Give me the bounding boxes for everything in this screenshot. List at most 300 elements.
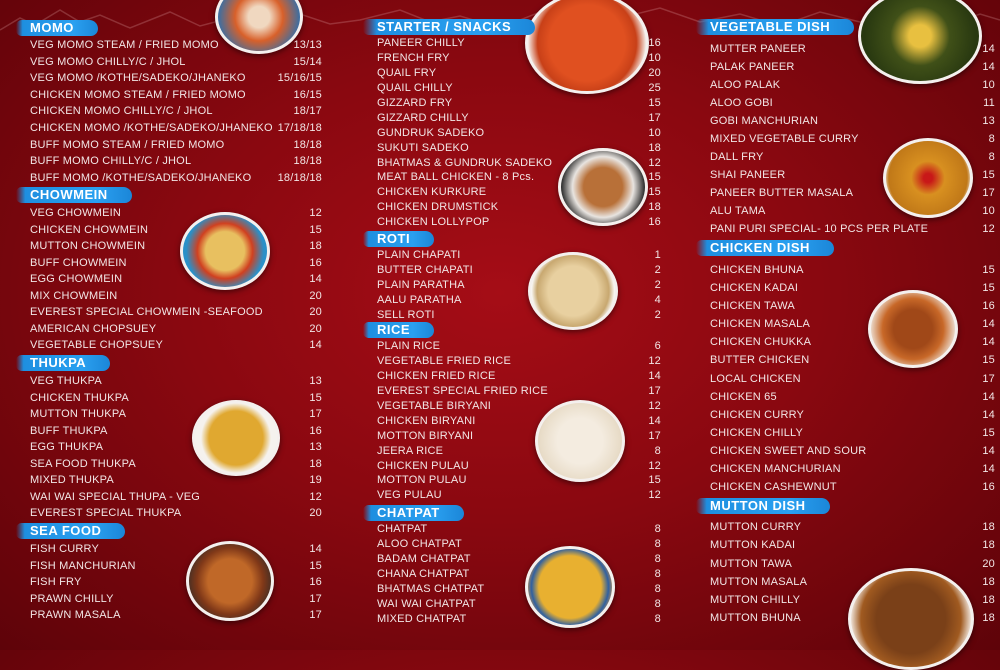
section-header: CHICKEN DISH	[696, 240, 834, 256]
item-name: VEGETABLE CHOPSUEY	[30, 339, 163, 351]
menu-item	[710, 315, 995, 333]
section-sea-food	[30, 522, 322, 624]
item-name: SEA FOOD THUKPA	[30, 457, 136, 470]
item-price: 16	[309, 576, 322, 588]
item-price: 17	[648, 111, 661, 124]
menu-item	[710, 536, 995, 554]
item-name: EVEREST SPECIAL CHOWMEIN -SEAFOOD	[30, 306, 263, 318]
item-price: 12	[648, 459, 661, 472]
menu-item	[30, 103, 322, 120]
menu-item	[710, 478, 995, 496]
item-name: MIX CHOWMEIN	[30, 289, 118, 302]
menu-item	[30, 574, 322, 591]
menu-item	[377, 293, 661, 308]
item-price: 17	[309, 609, 322, 621]
item-price: 11	[983, 97, 995, 110]
item-price: 12	[648, 399, 661, 412]
item-price: 8	[654, 444, 661, 457]
menu-item	[377, 200, 661, 215]
item-price: 16	[309, 256, 322, 269]
item-name: SELL ROTI	[377, 309, 435, 321]
item-price: 18/18	[293, 155, 322, 168]
menu-item	[30, 591, 322, 608]
menu-item	[377, 170, 661, 185]
menu-item	[710, 130, 995, 148]
item-price: 17	[982, 372, 995, 385]
menu-item	[30, 489, 322, 506]
menu-item	[710, 279, 995, 297]
menu-item	[377, 66, 661, 81]
item-name: CHICKEN LOLLYPOP	[377, 216, 490, 229]
item-name: GIZZARD FRY	[377, 96, 453, 109]
item-name: ALOO PALAK	[710, 79, 781, 92]
item-name: CHICKEN DRUMSTICK	[377, 201, 499, 214]
menu-item	[377, 354, 661, 369]
menu-item	[710, 202, 995, 220]
item-price: 17	[648, 384, 661, 397]
menu-item	[30, 170, 322, 187]
menu-item	[30, 505, 322, 522]
item-name: PLAIN RICE	[377, 340, 441, 352]
item-price: 14	[309, 339, 322, 351]
item-name: FRENCH FRY	[377, 51, 450, 64]
section-starter-snacks	[377, 18, 661, 230]
item-name: CHICKEN 65	[710, 390, 777, 403]
menu-item	[30, 423, 322, 440]
menu-item	[710, 40, 995, 58]
menu-item	[710, 261, 995, 279]
item-name: BHATMAS CHATPAT	[377, 583, 485, 595]
item-name: ALOO GOBI	[710, 97, 773, 110]
item-name: BUFF MOMO CHILLY/C / JHOL	[30, 155, 192, 168]
item-name: CHICKEN TAWA	[710, 300, 795, 313]
item-price: 15	[648, 186, 661, 199]
menu-item	[377, 51, 661, 66]
item-name: CHATPAT	[377, 523, 428, 535]
item-name: DALL FRY	[710, 151, 764, 164]
section-header: VEGETABLE DISH	[696, 19, 854, 35]
item-price: 8	[654, 523, 661, 535]
menu-item	[377, 248, 661, 263]
item-price: 18	[648, 141, 661, 154]
menu-item	[377, 36, 661, 51]
item-price: 8	[988, 151, 995, 164]
item-price: 2	[654, 309, 661, 321]
item-price: 14	[648, 369, 661, 382]
menu-item	[30, 153, 322, 170]
item-price: 20	[982, 557, 995, 570]
item-price: 12	[309, 490, 322, 503]
menu-item	[377, 582, 661, 597]
menu-item	[710, 388, 995, 406]
menu-item	[30, 271, 322, 288]
item-name: BADAM CHATPAT	[377, 553, 471, 565]
menu-item	[30, 222, 322, 239]
section-thukpa	[30, 354, 322, 522]
item-name: VEG PULAU	[377, 489, 442, 502]
menu-item	[377, 81, 661, 96]
item-price: 14	[648, 414, 661, 427]
menu-item	[30, 390, 322, 407]
item-price: 20	[309, 507, 322, 519]
menu-item	[377, 263, 661, 278]
item-name: GIZZARD CHILLY	[377, 111, 469, 124]
menu-item	[377, 141, 661, 156]
item-price: 13	[982, 115, 995, 128]
menu-item	[710, 591, 995, 609]
item-price: 18	[982, 539, 995, 552]
menu-item	[30, 472, 322, 489]
item-price: 16	[309, 424, 322, 437]
menu-item	[377, 278, 661, 293]
menu-item	[710, 518, 995, 536]
menu-item	[377, 429, 661, 444]
item-name: QUAIL FRY	[377, 66, 437, 79]
section-rice	[377, 321, 661, 503]
item-price: 16	[648, 216, 661, 229]
item-price: 8	[654, 598, 661, 610]
menu-item	[377, 111, 661, 126]
item-price: 18	[982, 594, 995, 607]
item-price: 17	[982, 187, 995, 200]
menu-item	[377, 399, 661, 414]
item-name: CHANA CHATPAT	[377, 568, 470, 580]
item-name: GOBI MANCHURIAN	[710, 115, 819, 128]
menu-item	[30, 238, 322, 255]
menu-item	[377, 414, 661, 429]
item-price: 20	[309, 289, 322, 302]
section-header: MOMO	[16, 20, 98, 36]
menu-item	[710, 370, 995, 388]
item-price: 14	[982, 390, 995, 403]
item-price: 10	[648, 126, 661, 139]
menu-item	[30, 120, 322, 137]
item-price: 15	[309, 559, 322, 572]
item-price: 17/18/18	[277, 121, 322, 134]
item-name: CHICKEN PULAU	[377, 459, 469, 472]
item-name: JEERA RICE	[377, 444, 444, 457]
item-name: BUTTER CHAPATI	[377, 264, 473, 276]
item-price: 14	[309, 273, 322, 285]
section-momo	[30, 19, 322, 186]
menu-item	[377, 488, 661, 503]
item-price: 18	[982, 612, 995, 625]
item-name: GUNDRUK SADEKO	[377, 126, 485, 139]
menu-item	[30, 541, 322, 558]
item-price: 15	[648, 474, 661, 487]
item-price: 15/14	[293, 55, 322, 68]
item-name: WAI WAI SPECIAL THUPA - VEG	[30, 490, 201, 503]
item-price: 10	[648, 51, 661, 64]
item-price: 8	[654, 613, 661, 625]
item-name: CHICKEN MANCHURIAN	[710, 463, 841, 476]
menu-item	[30, 255, 322, 272]
section-roti	[377, 230, 661, 323]
item-name: SUKUTI SADEKO	[377, 141, 469, 154]
section-header: ROTI	[363, 231, 434, 247]
item-price: 14	[982, 336, 995, 349]
menu-item	[30, 54, 322, 71]
item-price: 4	[654, 294, 661, 306]
item-price: 8	[654, 583, 661, 595]
item-price: 25	[648, 81, 661, 94]
item-name: BUFF CHOWMEIN	[30, 256, 127, 269]
menu-item	[710, 184, 995, 202]
item-name: EVEREST SPECIAL FRIED RICE	[377, 384, 548, 397]
item-name: PLAIN CHAPATI	[377, 249, 461, 261]
menu-item	[377, 444, 661, 459]
item-name: FISH MANCHURIAN	[30, 559, 136, 572]
item-price: 13/13	[293, 39, 322, 51]
item-name: FISH CURRY	[30, 543, 100, 555]
menu-item	[377, 522, 661, 537]
menu-item	[30, 288, 322, 305]
item-name: QUAIL CHILLY	[377, 81, 453, 94]
item-name: SHAI PANEER	[710, 169, 786, 182]
item-price: 18/17	[293, 105, 322, 118]
section-header: MUTTON DISH	[696, 498, 830, 514]
item-price: 15	[648, 96, 661, 109]
menu-item	[30, 87, 322, 104]
item-price: 15	[982, 354, 995, 367]
item-price: 19	[309, 474, 322, 486]
item-name: VEG MOMO STEAM / FRIED MOMO	[30, 39, 219, 51]
item-name: VEGETABLE FRIED RICE	[377, 354, 511, 367]
menu-item	[710, 58, 995, 76]
item-name: MUTTON THUKPA	[30, 408, 127, 420]
item-price: 14	[982, 463, 995, 476]
item-name: MUTTON CHILLY	[710, 594, 801, 607]
item-name: BUFF MOMO STEAM / FRIED MOMO	[30, 138, 225, 151]
menu-item	[30, 337, 322, 354]
menu-item	[710, 442, 995, 460]
item-name: MOTTON BIRYANI	[377, 429, 474, 442]
menu-item	[710, 333, 995, 351]
item-name: CHICKEN SWEET AND SOUR	[710, 444, 867, 457]
item-name: CHICKEN KADAI	[710, 282, 799, 295]
menu-item	[30, 70, 322, 87]
menu-item	[710, 76, 995, 94]
menu-item	[377, 369, 661, 384]
item-name: MIXED THUKPA	[30, 474, 114, 486]
menu-item	[710, 460, 995, 478]
menu-item	[377, 126, 661, 141]
menu-item	[377, 339, 661, 354]
item-price: 16	[648, 37, 661, 49]
item-name: VEGETABLE BIRYANI	[377, 399, 492, 412]
menu-item	[710, 148, 995, 166]
section-header: CHOWMEIN	[16, 187, 132, 203]
item-name: LOCAL CHICKEN	[710, 372, 801, 385]
menu-item	[710, 94, 995, 112]
item-price: 15	[982, 264, 995, 276]
item-name: CHICKEN MOMO /KOTHE/SADEKO/JHANEKO	[30, 121, 273, 134]
item-price: 8	[654, 538, 661, 550]
item-price: 14	[982, 43, 995, 55]
item-name: AMERICAN CHOPSUEY	[30, 322, 157, 335]
item-price: 14	[982, 444, 995, 457]
item-price: 6	[654, 340, 661, 352]
menu-item	[710, 112, 995, 130]
item-price: 15/16/15	[277, 72, 322, 85]
item-name: PANI PURI SPECIAL- 10 PCS PER PLATE	[710, 223, 929, 236]
item-name: PRAWN MASALA	[30, 609, 121, 621]
menu-item	[30, 456, 322, 473]
item-name: VEG MOMO CHILLY/C / JHOL	[30, 55, 186, 68]
menu-item	[377, 384, 661, 399]
item-price: 16/15	[293, 88, 322, 101]
menu-item	[377, 537, 661, 552]
section-header: STARTER / SNACKS	[363, 19, 535, 35]
item-name: BUFF THUKPA	[30, 424, 108, 437]
item-name: EVEREST SPECIAL THUKPA	[30, 507, 182, 519]
menu-item	[30, 304, 322, 321]
menu-item	[377, 552, 661, 567]
menu-item	[377, 473, 661, 488]
item-price: 12	[309, 207, 322, 219]
item-price: 15	[982, 282, 995, 295]
item-price: 20	[309, 322, 322, 335]
section-chowmein	[30, 186, 322, 354]
item-price: 18	[648, 201, 661, 214]
item-name: BHATMAS & GUNDRUK SADEKO	[377, 156, 553, 169]
item-name: CHICKEN BIRYANI	[377, 414, 476, 427]
item-name: CHICKEN MOMO CHILLY/C / JHOL	[30, 105, 213, 118]
menu-item	[30, 321, 322, 338]
item-name: MUTTON CURRY	[710, 521, 802, 533]
item-price: 17	[309, 408, 322, 420]
menu-item	[377, 567, 661, 582]
item-price: 14	[982, 408, 995, 421]
item-name: MIXED VEGETABLE CURRY	[710, 133, 859, 146]
item-price: 15	[309, 391, 322, 404]
menu-item	[710, 297, 995, 315]
menu-item	[30, 37, 322, 54]
menu-item	[30, 137, 322, 154]
item-name: MOTTON PULAU	[377, 474, 467, 487]
menu-item	[377, 215, 661, 230]
item-name: MUTTON KADAI	[710, 539, 796, 552]
item-name: CHICKEN CHOWMEIN	[30, 223, 149, 236]
item-name: MEAT BALL CHICKEN - 8 Pcs.	[377, 171, 535, 184]
item-price: 18/18/18	[277, 171, 322, 184]
menu-item	[377, 156, 661, 171]
item-price: 8	[654, 553, 661, 565]
item-price: 8	[988, 133, 995, 146]
item-price: 14	[309, 543, 322, 555]
menu-item	[30, 373, 322, 390]
item-name: MUTTON BHUNA	[710, 612, 801, 625]
menu-item	[377, 459, 661, 474]
item-name: ALOO CHATPAT	[377, 538, 462, 550]
menu-item	[710, 555, 995, 573]
item-price: 12	[648, 354, 661, 367]
item-name: EGG THUKPA	[30, 441, 104, 453]
item-name: MUTTON MASALA	[710, 575, 808, 588]
item-price: 18	[982, 575, 995, 588]
item-name: VEG THUKPA	[30, 375, 102, 387]
item-name: BUFF MOMO /KOTHE/SADEKO/JHANEKO	[30, 171, 252, 184]
menu-item	[710, 406, 995, 424]
item-name: FISH FRY	[30, 576, 82, 588]
item-price: 15	[309, 223, 322, 236]
item-price: 2	[654, 279, 661, 291]
section-chicken-dish	[710, 239, 995, 496]
item-price: 16	[982, 300, 995, 313]
menu-item	[710, 220, 995, 238]
item-name: CHICKEN CHUKKA	[710, 336, 812, 349]
item-name: VEG MOMO /KOTHE/SADEKO/JHANEKO	[30, 72, 246, 85]
menu-item	[30, 406, 322, 423]
item-price: 2	[654, 264, 661, 276]
section-header: RICE	[363, 322, 434, 338]
item-price: 13	[309, 375, 322, 387]
item-price: 10	[982, 205, 995, 218]
item-price: 17	[648, 429, 661, 442]
item-name: CHICKEN MASALA	[710, 318, 810, 331]
item-name: PLAIN PARATHA	[377, 279, 465, 291]
item-name: CHICKEN FRIED RICE	[377, 369, 496, 382]
item-price: 20	[648, 66, 661, 79]
item-name: CHICKEN CURRY	[710, 408, 805, 421]
menu-item	[710, 573, 995, 591]
item-price: 16	[982, 481, 995, 494]
menu-item	[710, 166, 995, 184]
menu-item	[377, 185, 661, 200]
item-name: ALU TAMA	[710, 205, 766, 218]
menu-item	[30, 439, 322, 456]
item-price: 18	[982, 521, 995, 533]
item-price: 12	[982, 223, 995, 236]
item-price: 15	[648, 171, 661, 184]
item-name: CHICKEN CASHEWNUT	[710, 481, 837, 494]
section-header: CHATPAT	[363, 505, 464, 521]
item-price: 10	[982, 79, 995, 92]
section-header: THUKPA	[16, 355, 110, 371]
item-price: 20	[309, 306, 322, 318]
item-name: PANEER BUTTER MASALA	[710, 187, 854, 200]
item-price: 15	[982, 426, 995, 439]
item-price: 14	[982, 61, 995, 74]
menu-item	[710, 609, 995, 627]
item-price: 18	[309, 457, 322, 470]
item-name: PALAK PANEER	[710, 61, 795, 74]
menu-item	[710, 424, 995, 442]
menu-item	[30, 558, 322, 575]
menu-item	[377, 96, 661, 111]
item-name: MIXED CHATPAT	[377, 613, 467, 625]
item-price: 18	[309, 240, 322, 252]
item-name: PRAWN CHILLY	[30, 592, 114, 605]
item-name: CHICKEN BHUNA	[710, 264, 804, 276]
item-price: 17	[309, 592, 322, 605]
item-name: CHICKEN CHILLY	[710, 426, 804, 439]
item-price: 1	[654, 249, 661, 261]
menu-item	[377, 612, 661, 627]
item-name: AALU PARATHA	[377, 294, 462, 306]
item-price: 13	[309, 441, 322, 453]
item-name: BUTTER CHICKEN	[710, 354, 810, 367]
item-name: MUTTER PANEER	[710, 43, 806, 55]
menu-item	[710, 351, 995, 369]
section-chatpat	[377, 504, 661, 627]
menu-item	[30, 205, 322, 222]
item-name: EGG CHOWMEIN	[30, 273, 123, 285]
item-price: 12	[648, 156, 661, 169]
item-name: VEG CHOWMEIN	[30, 207, 122, 219]
item-name: MUTTON CHOWMEIN	[30, 240, 146, 252]
section-header: SEA FOOD	[16, 523, 125, 539]
